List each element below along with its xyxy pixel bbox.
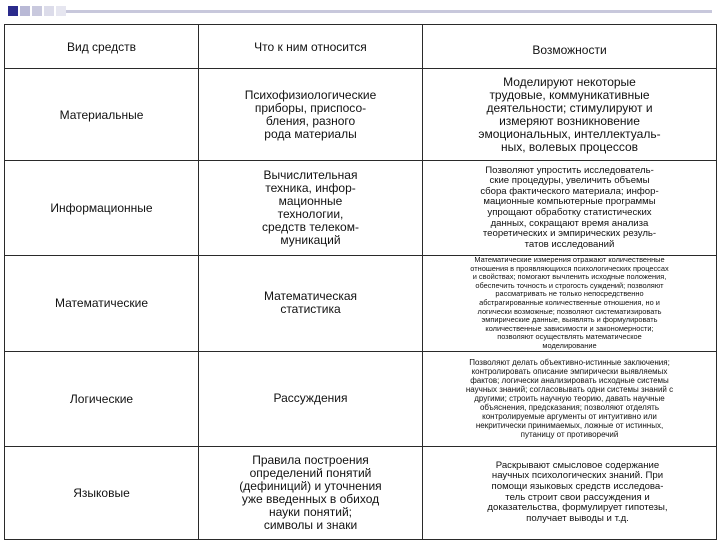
- row-what: Вычислительная техника, инфор- мационные технологии, средств телеком- муникаций: [199, 161, 423, 256]
- header-type: Вид средств: [5, 25, 199, 69]
- row-what: Математическая статистика: [199, 256, 423, 352]
- row-capabilities: Раскрывают смысловое содержание научных психологических знаний. При помощи языковых средств исследова- тель строит свои рассуждения и доказательства, формулирует гипотезы, получает выводы и т.д.: [423, 446, 717, 539]
- slide-decoration-squares: [8, 6, 66, 18]
- header-capabilities: Возможности: [423, 25, 717, 69]
- row-type: Математические: [5, 256, 199, 352]
- table-row: [5, 161, 717, 256]
- decor-square: [20, 6, 30, 16]
- research-means-table: [4, 24, 717, 540]
- decor-square: [8, 6, 18, 16]
- row-type: Материальные: [5, 69, 199, 161]
- row-what: Психофизиологические приборы, приспосо- бления, разного рода материалы: [199, 69, 423, 161]
- table-row: [5, 256, 717, 352]
- row-what: Правила построения определений понятий (дефиниций) и уточнения уже введенных в обиход науки понятий; символы и знаки: [199, 446, 423, 539]
- row-type: Языковые: [5, 446, 199, 539]
- table-header-row: [5, 25, 717, 69]
- table-row: [5, 446, 717, 539]
- slide-decoration-bar: [66, 10, 712, 13]
- row-type: Логические: [5, 351, 199, 446]
- decor-square: [44, 6, 54, 16]
- row-what: Рассуждения: [199, 351, 423, 446]
- table-row: [5, 351, 717, 446]
- decor-square: [56, 6, 66, 16]
- decor-square: [32, 6, 42, 16]
- row-capabilities: Позволяют делать объективно-истинные заключения; контролировать описание эмпирически выявляемых фактов; логически анализировать исходные системы научных знаний; согласовывать одни системы знаний с другими; строить научную теорию, давать научные объяснения, предсказания; позволяют отделять контролируемые аргументы от интуитивно или некритически принимаемых, ложные от истинных, путаницу от противоречий: [423, 351, 717, 446]
- header-what: Что к ним относится: [199, 25, 423, 69]
- row-type: Информационные: [5, 161, 199, 256]
- table-row: [5, 69, 717, 161]
- row-capabilities: Позволяют упростить исследователь- ские процедуры, увеличить объемы сбора фактического материала; инфор- мационные компьютерные программы упрощают обработку статистических данных, сокращают время анализа теоретических и эмпирических резуль- татов исследований: [423, 161, 717, 256]
- row-capabilities: Математические измерения отражают количественные отношения в проявляющихся психологических процессах и свойствах; помогают вычленить исходные положения, обеспечить точность и строгость суждений; позволяют рассматривать не только непосредственно абстрагированные количественные отношения, но и логически возможные; позволяют систематизировать эмпирические данные, выявлять и формулировать количественные зависимости и закономерности; позволяют осуществлять математическое моделирование: [423, 256, 717, 352]
- row-capabilities: Моделируют некоторые трудовые, коммуникативные деятельности; стимулируют и измеряют возникновение эмоциональных, интеллектуаль- ных, волевых процессов: [423, 69, 717, 161]
